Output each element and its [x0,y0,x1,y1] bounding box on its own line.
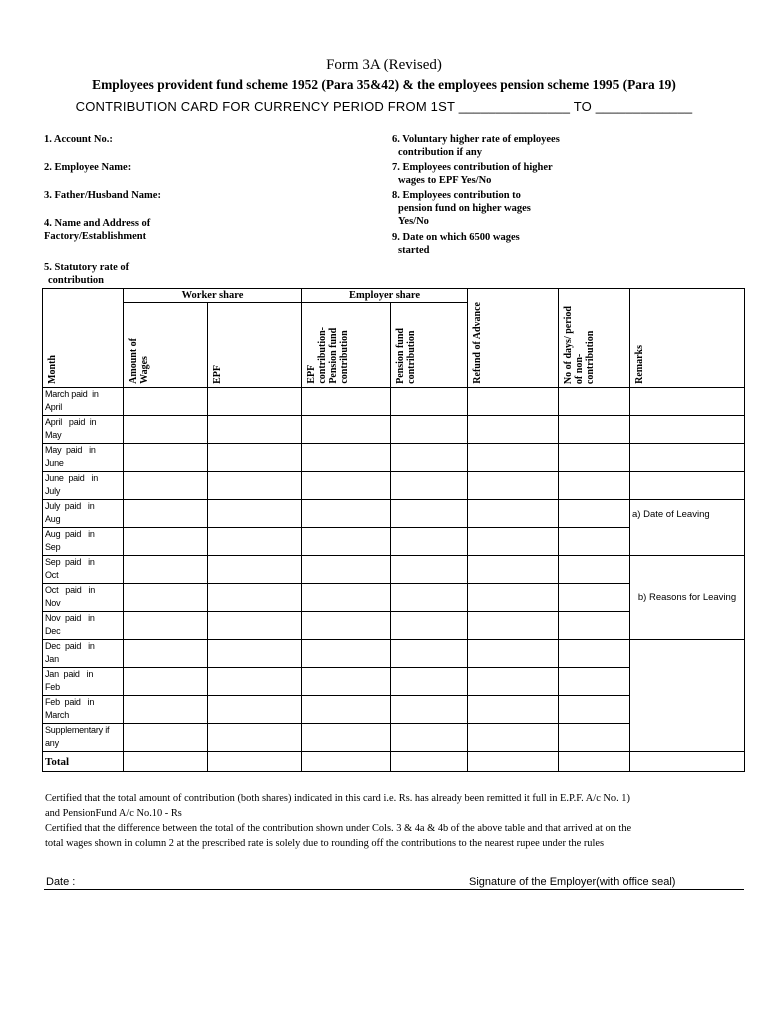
entry-cell[interactable] [208,472,302,500]
date-label: Date : [46,876,76,888]
header-month: Month [43,289,124,388]
entry-cell[interactable] [391,500,468,528]
signature-label: Signature of the Employer(with office seal) [469,876,676,888]
field-6500-wages-date-line2: started [398,245,430,256]
entry-cell[interactable] [124,584,208,612]
table-row [43,556,745,584]
month-label: March paid in April [43,388,124,416]
entry-cell[interactable] [124,612,208,640]
signature-line [44,889,744,890]
entry-cell[interactable] [391,640,468,668]
remarks-cell[interactable] [630,416,745,444]
header-epf: EPF [208,303,302,388]
header-amount-wages: Amount of Wages [124,303,208,388]
entry-cell[interactable] [391,556,468,584]
entry-cell[interactable] [302,584,391,612]
field-statutory-rate-line1: 5. Statutory rate of [44,262,130,273]
field-higher-wages-epf [392,161,612,187]
entry-cell[interactable] [124,640,208,668]
header-worker-share: Worker share [124,289,302,303]
month-label: June paid in July [43,472,124,500]
month-label: Sep paid in Oct [43,556,124,584]
entry-cell[interactable] [208,528,302,556]
entry-cell[interactable] [468,472,559,500]
field-establishment [44,217,244,243]
entry-cell[interactable] [124,444,208,472]
remarks-cell[interactable] [630,640,745,752]
field-father-husband-name: 3. Father/Husband Name: [44,190,161,201]
month-label: May paid in June [43,444,124,472]
entry-cell[interactable] [468,696,559,724]
remarks-date-of-leaving[interactable]: a) Date of Leaving [630,500,745,556]
table-row [43,640,745,668]
entry-cell[interactable] [468,668,559,696]
entry-cell[interactable] [559,444,630,472]
remarks-cell[interactable] [630,388,745,416]
remarks-cell[interactable] [630,444,745,472]
total-label: Total [43,752,124,772]
remarks-reasons-for-leaving[interactable]: b) Reasons for Leaving [630,556,745,640]
total-cell [630,752,745,772]
entry-cell[interactable] [559,416,630,444]
total-cell [208,752,302,772]
form-title: Form 3A (Revised) [326,57,442,73]
form-subtitle: Employees provident fund scheme 1952 (Para 35&42) & the employees pension scheme 1995 (Para 19) [92,77,676,92]
entry-cell[interactable] [208,444,302,472]
field-pension-higher-wages-line2: pension fund on higher wages [398,203,531,214]
entry-cell[interactable] [124,724,208,752]
field-voluntary-rate-line2: contribution if any [398,147,483,158]
entry-cell[interactable] [559,472,630,500]
field-voluntary-rate [392,133,612,159]
header-employer-share: Employer share [302,289,468,303]
header-remarks: Remarks [630,289,745,388]
header-epf-pension-diff: EPF contribution- Pension fund contribution [302,303,391,388]
month-label: Dec paid in Jan [43,640,124,668]
remarks-cell[interactable] [630,472,745,500]
field-pension-higher-wages-line3: Yes/No [398,216,429,227]
entry-cell[interactable] [208,388,302,416]
entry-cell[interactable] [208,724,302,752]
header-days-non-contribution: No of days/ period of non- contribution [559,289,630,388]
entry-cell[interactable] [468,640,559,668]
entry-cell[interactable] [468,500,559,528]
entry-cell[interactable] [391,584,468,612]
field-statutory-rate [44,261,244,287]
entry-cell[interactable] [302,668,391,696]
certification-text [45,791,735,851]
entry-cell[interactable] [208,556,302,584]
field-establishment-line2: Factory/Establishment [44,231,147,242]
entry-cell[interactable] [302,472,391,500]
entry-cell[interactable] [124,556,208,584]
entry-cell[interactable] [302,640,391,668]
field-voluntary-rate-line1: 6. Voluntary higher rate of employees [392,134,560,145]
entry-cell[interactable] [302,444,391,472]
table-row [43,416,745,444]
month-label: Jan paid in Feb [43,668,124,696]
month-label: Oct paid in Nov [43,584,124,612]
entry-cell[interactable] [124,472,208,500]
certification-line: Certified that the total amount of contribution (both shares) indicated in this card i.e. Rs. has already been remitted it full in E.P.F. A/c No. 1) [45,793,630,804]
entry-cell[interactable] [302,416,391,444]
field-pension-higher-wages [392,189,612,228]
entry-cell[interactable] [302,556,391,584]
total-cell [124,752,208,772]
entry-cell[interactable] [559,556,630,584]
entry-cell[interactable] [208,416,302,444]
entry-cell[interactable] [208,584,302,612]
entry-cell[interactable] [391,724,468,752]
entry-cell[interactable] [208,668,302,696]
entry-cell[interactable] [468,528,559,556]
entry-cell[interactable] [391,472,468,500]
entry-cell[interactable] [468,388,559,416]
month-label: Nov paid in Dec [43,612,124,640]
entry-cell[interactable] [559,612,630,640]
field-account-no: 1. Account No.: [44,134,113,145]
entry-cell[interactable] [302,724,391,752]
entry-cell[interactable] [468,444,559,472]
field-employee-name: 2. Employee Name: [44,162,132,173]
table-row [43,500,745,528]
field-pension-higher-wages-line1: 8. Employees contribution to [392,190,521,201]
total-cell [468,752,559,772]
table-row [43,388,745,416]
entry-cell[interactable] [208,612,302,640]
entry-cell[interactable] [468,724,559,752]
total-cell [391,752,468,772]
entry-cell[interactable] [391,388,468,416]
month-label: April paid in May [43,416,124,444]
entry-cell[interactable] [559,724,630,752]
field-6500-wages-date-line1: 9. Date on which 6500 wages [392,232,520,243]
month-label: Feb paid in March [43,696,124,724]
entry-cell[interactable] [468,416,559,444]
month-label: Aug paid in Sep [43,528,124,556]
entry-cell[interactable] [391,696,468,724]
field-statutory-rate-line2: contribution [48,275,105,286]
certification-line: and PensionFund A/c No.10 - Rs [45,808,182,819]
entry-cell[interactable] [124,416,208,444]
entry-cell[interactable] [208,696,302,724]
entry-cell[interactable] [559,696,630,724]
contribution-period: CONTRIBUTION CARD FOR CURRENCY PERIOD FROM 1ST _______________ TO _____________ [75,99,693,114]
field-higher-wages-epf-line2: wages to EPF Yes/No [398,175,492,186]
total-cell [302,752,391,772]
entry-cell[interactable] [124,668,208,696]
month-label: Supplementary if any [43,724,124,752]
entry-cell[interactable] [124,696,208,724]
header-refund-advance: Refund of Advance [468,289,559,388]
entry-cell[interactable] [559,584,630,612]
entry-cell[interactable] [468,556,559,584]
entry-cell[interactable] [559,528,630,556]
month-label: July paid in Aug [43,500,124,528]
certification-line: total wages shown in column 2 at the prescribed rate is solely due to rounding off the contributions to the nearest rupee under the rules [45,838,605,849]
certification-line: Certified that the difference between the total of the contribution shown under Cols. 3 & 4a & 4b of the above table and that arrived at on the [45,823,632,834]
entry-cell[interactable] [391,444,468,472]
entry-cell[interactable] [208,640,302,668]
total-cell [559,752,630,772]
entry-cell[interactable] [124,500,208,528]
entry-cell[interactable] [391,612,468,640]
header-pension-fund: Pension fund contribution [391,303,468,388]
entry-cell[interactable] [391,528,468,556]
entry-cell[interactable] [468,584,559,612]
entry-cell[interactable] [302,528,391,556]
entry-cell[interactable] [391,668,468,696]
entry-cell[interactable] [302,500,391,528]
entry-cell[interactable] [468,612,559,640]
entry-cell[interactable] [302,388,391,416]
entry-cell[interactable] [559,640,630,668]
entry-cell[interactable] [302,696,391,724]
entry-cell[interactable] [124,528,208,556]
entry-cell[interactable] [208,500,302,528]
entry-cell[interactable] [124,388,208,416]
field-establishment-line1: 4. Name and Address of [44,218,151,229]
table-row [43,472,745,500]
field-6500-wages-date [392,231,612,257]
entry-cell[interactable] [391,416,468,444]
entry-cell[interactable] [302,612,391,640]
field-higher-wages-epf-line1: 7. Employees contribution of higher [392,162,553,173]
entry-cell[interactable] [559,668,630,696]
contribution-table [42,288,745,772]
entry-cell[interactable] [559,388,630,416]
table-row [43,444,745,472]
entry-cell[interactable] [559,500,630,528]
